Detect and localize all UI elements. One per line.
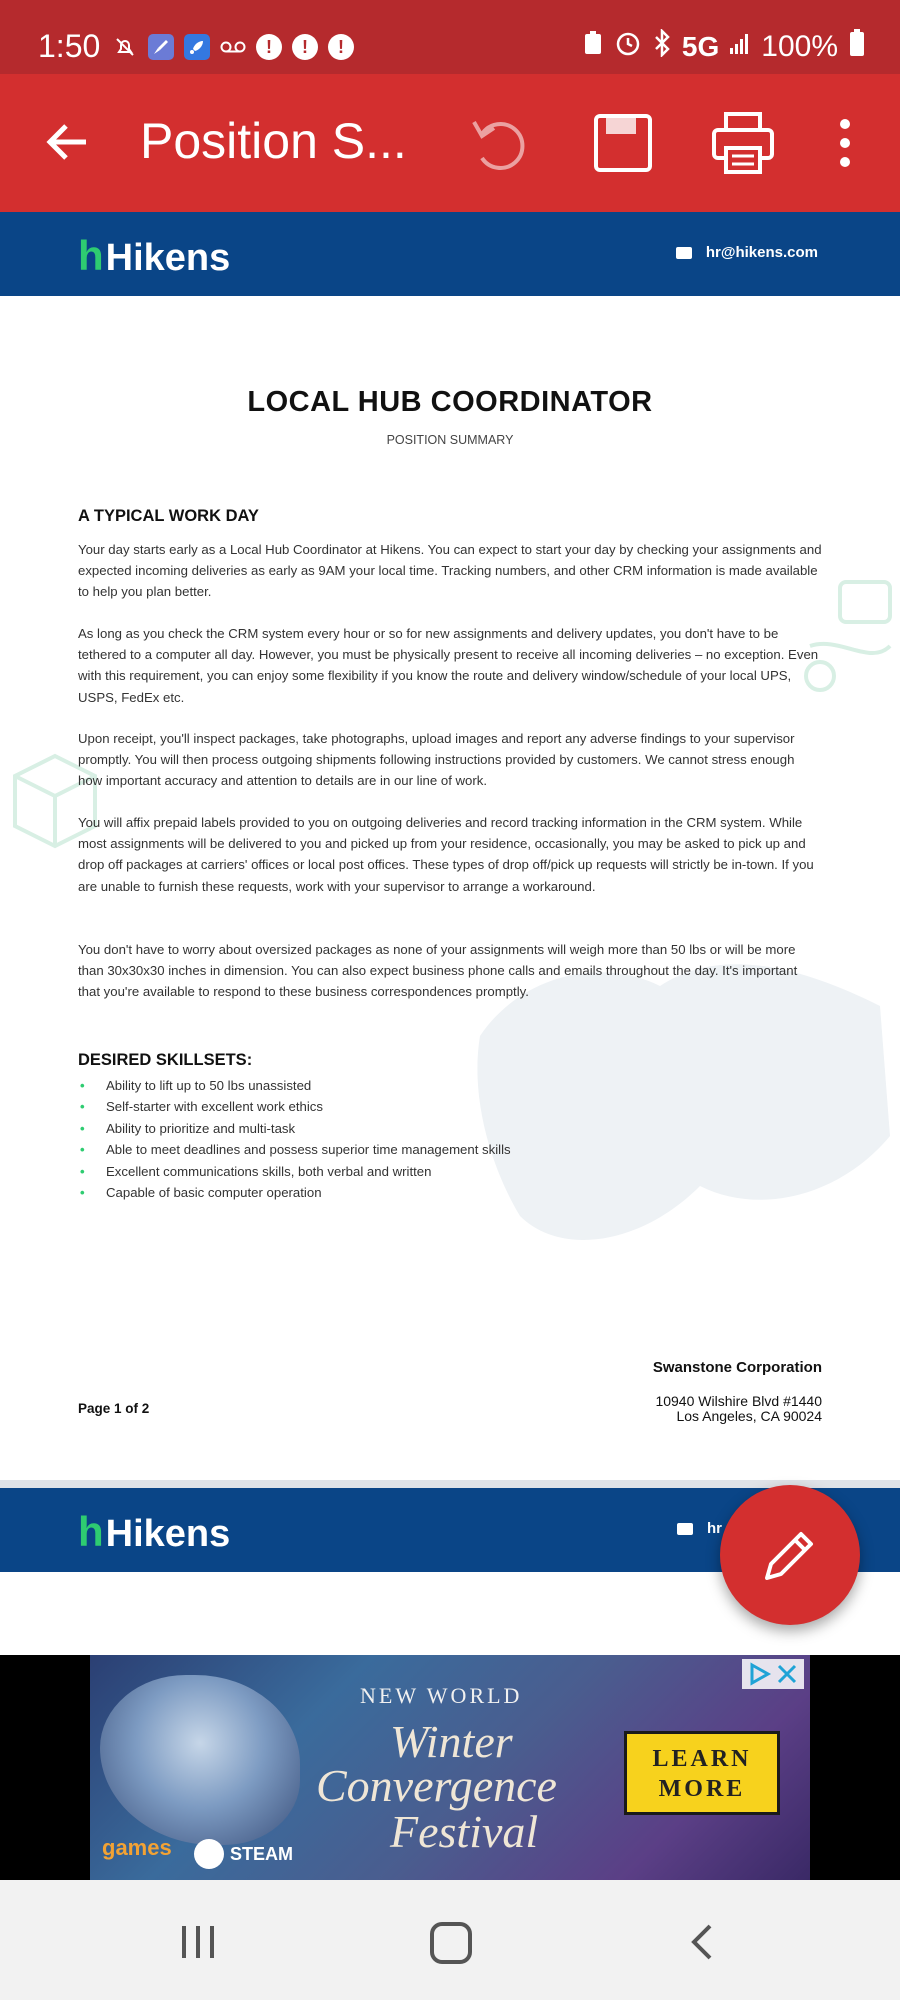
ad-learn-more-button[interactable] (624, 1731, 780, 1815)
paragraph: Your day starts early as a Local Hub Coordinator at Hikens. You can expect to start your day by checking your assignments and expected incoming deliveries as early as 9AM your local time. Tracking numbers, and other CRM information is made available to help you plan better. (78, 542, 822, 600)
app-title: Position S... (140, 113, 407, 169)
document-title: LOCAL HUB COORDINATOR (247, 386, 653, 418)
ad-choices[interactable] (742, 1659, 804, 1689)
paragraph: Upon receipt, you'll inspect packages, take photographs, upload images and report any adverse findings to your supervisor promptly. You will then process outgoing shipments following instructions provided by customers. We cannot stress enough how important accuracy and attention to details are in our line of work. (78, 731, 795, 789)
paragraph: You will affix prepaid labels provided to you on outgoing deliveries and record tracking information in the CRM system. While most assignments will be delivered to you and picked up from your residence, occasionally, you may be asked to pick up and drop off packages at carriers' offices or local post offices. These types of drop off/pick up requests will strictly be in-town. If you are unable to furnish these requests, work with your supervisor to arrange a workaround. (78, 815, 814, 894)
skills-list (78, 1075, 822, 1203)
envelope-icon (677, 1523, 693, 1535)
hikens-logo (78, 232, 230, 280)
footer-address-line1: 10940 Wilshire Blvd #1440 (655, 1393, 822, 1409)
status-time: 1:50 (38, 28, 101, 64)
cleaner-app-icon (148, 34, 174, 60)
system-nav-bar (0, 1880, 900, 2000)
bluetooth-icon (652, 29, 672, 65)
bullet-icon: • (80, 1078, 85, 1093)
alert-icon: ! (292, 34, 318, 60)
voicemail-icon (220, 34, 246, 60)
document-page (0, 296, 900, 1488)
ad-choices-icon[interactable] (746, 1661, 772, 1687)
notification-icons (112, 34, 354, 60)
home-button[interactable] (430, 1922, 472, 1964)
battery-icon (848, 28, 866, 66)
rocket-app-icon (184, 34, 210, 60)
list-item (78, 1075, 822, 1096)
bullet-icon: • (80, 1142, 85, 1158)
alert-icon: ! (328, 34, 354, 60)
section-heading-work-day: A TYPICAL WORK DAY (78, 507, 259, 525)
list-item (78, 1161, 822, 1182)
alarm-icon (614, 29, 642, 65)
print-icon (708, 108, 778, 178)
list-item (78, 1139, 822, 1160)
pencil-icon (755, 1520, 825, 1590)
battery-saver-icon (582, 30, 604, 64)
ad-games-logo: games (102, 1835, 172, 1860)
page-divider (0, 1480, 900, 1488)
close-icon[interactable] (774, 1661, 800, 1687)
battery-percent: 100% (761, 30, 838, 63)
ad-cta-line: LEARN (652, 1746, 752, 1772)
header-email (676, 244, 818, 261)
bullet-icon: • (80, 1163, 85, 1179)
header-email-text: hr@hikens.com (705, 244, 818, 261)
ad-headline: Convergence (316, 1760, 557, 1811)
section-heading-skillsets: DESIRED SKILLSETS: (78, 1051, 253, 1069)
document-header (0, 212, 900, 296)
edit-fab[interactable] (720, 1485, 860, 1625)
undo-icon (464, 108, 534, 178)
header-email-text: hr (707, 1520, 722, 1537)
print-button[interactable] (708, 108, 778, 178)
notifications-muted-icon (112, 34, 138, 60)
bullet-icon: • (80, 1099, 85, 1115)
ad-steam-logo (194, 1839, 293, 1869)
undo-button[interactable] (464, 108, 534, 178)
skill-text: Capable of basic computer operation (106, 1185, 322, 1201)
save-icon (588, 108, 658, 178)
bullet-icon: • (80, 1185, 85, 1201)
skill-text: Ability to lift up to 50 lbs unassisted (106, 1078, 312, 1093)
ad-cta-line: MORE (658, 1776, 746, 1802)
more-options-button[interactable] (820, 108, 870, 178)
document-subtitle: POSITION SUMMARY (386, 433, 514, 447)
back-icon (686, 1922, 716, 1962)
logo-text: Hikens (105, 1513, 231, 1555)
list-item (78, 1118, 822, 1139)
skill-text: Ability to prioritize and multi-task (106, 1120, 296, 1136)
ad-headline: Festival (390, 1806, 539, 1857)
page-number: Page 1 of 2 (78, 1401, 150, 1416)
skill-text: Able to meet deadlines and possess superior time management skills (106, 1142, 511, 1158)
back-button[interactable] (40, 110, 100, 174)
recents-button[interactable] (178, 1922, 218, 1962)
header-email (677, 1520, 722, 1537)
app-bar (0, 74, 900, 212)
footer-company: Swanstone Corporation (652, 1359, 822, 1376)
skill-text: Self-starter with excellent work ethics (106, 1099, 323, 1115)
skill-text: Excellent communications skills, both verbal and written (106, 1163, 432, 1179)
logo-text: Hikens (105, 237, 231, 279)
ad-band (0, 1655, 900, 1880)
ad-creature-art (100, 1675, 300, 1845)
recents-icon (178, 1922, 218, 1962)
status-bar (0, 0, 900, 74)
more-vert-icon (820, 108, 870, 178)
save-button[interactable] (588, 108, 658, 178)
signal-icon (729, 30, 751, 64)
hikens-logo (78, 1508, 230, 1556)
ad-steam-text: STEAM (230, 1843, 293, 1864)
paragraph: You don't have to worry about oversized packages as none of your assignments will weigh more than 50 lbs or will be more than 30x30x30 inches in dimension. You can also expect business phone calls and emails throughout the day. It's important that you're available to respond to these business correspondences promptly. (78, 942, 798, 1000)
back-arrow-icon (40, 110, 100, 174)
envelope-icon (676, 247, 692, 259)
bullet-icon: • (80, 1120, 85, 1136)
list-item (78, 1096, 822, 1117)
network-label: 5G (681, 31, 720, 62)
ad-headline: Winter (390, 1716, 513, 1767)
footer-address-line2: Los Angeles, CA 90024 (676, 1408, 822, 1424)
logo-mark-icon: h (78, 1508, 104, 1555)
logo-mark-icon: h (78, 232, 104, 279)
list-item (78, 1182, 822, 1203)
status-right (582, 28, 866, 66)
alert-icon: ! (256, 34, 282, 60)
steam-icon (194, 1839, 224, 1869)
ad-brand: NEW WORLD (360, 1683, 523, 1708)
paragraph: As long as you check the CRM system every hour or so for new assignments and delivery updates, you don't have to be tethered to a computer all day. However, you must be physically present to receive all incoming deliveries – no exception. Even with this requirement, you can enjoy some flexibility if you know the route and delivery window/schedule of your local UPS, USPS, FedEx etc. (78, 626, 819, 705)
ad-banner[interactable] (90, 1655, 810, 1880)
nav-back-button[interactable] (686, 1922, 716, 1962)
